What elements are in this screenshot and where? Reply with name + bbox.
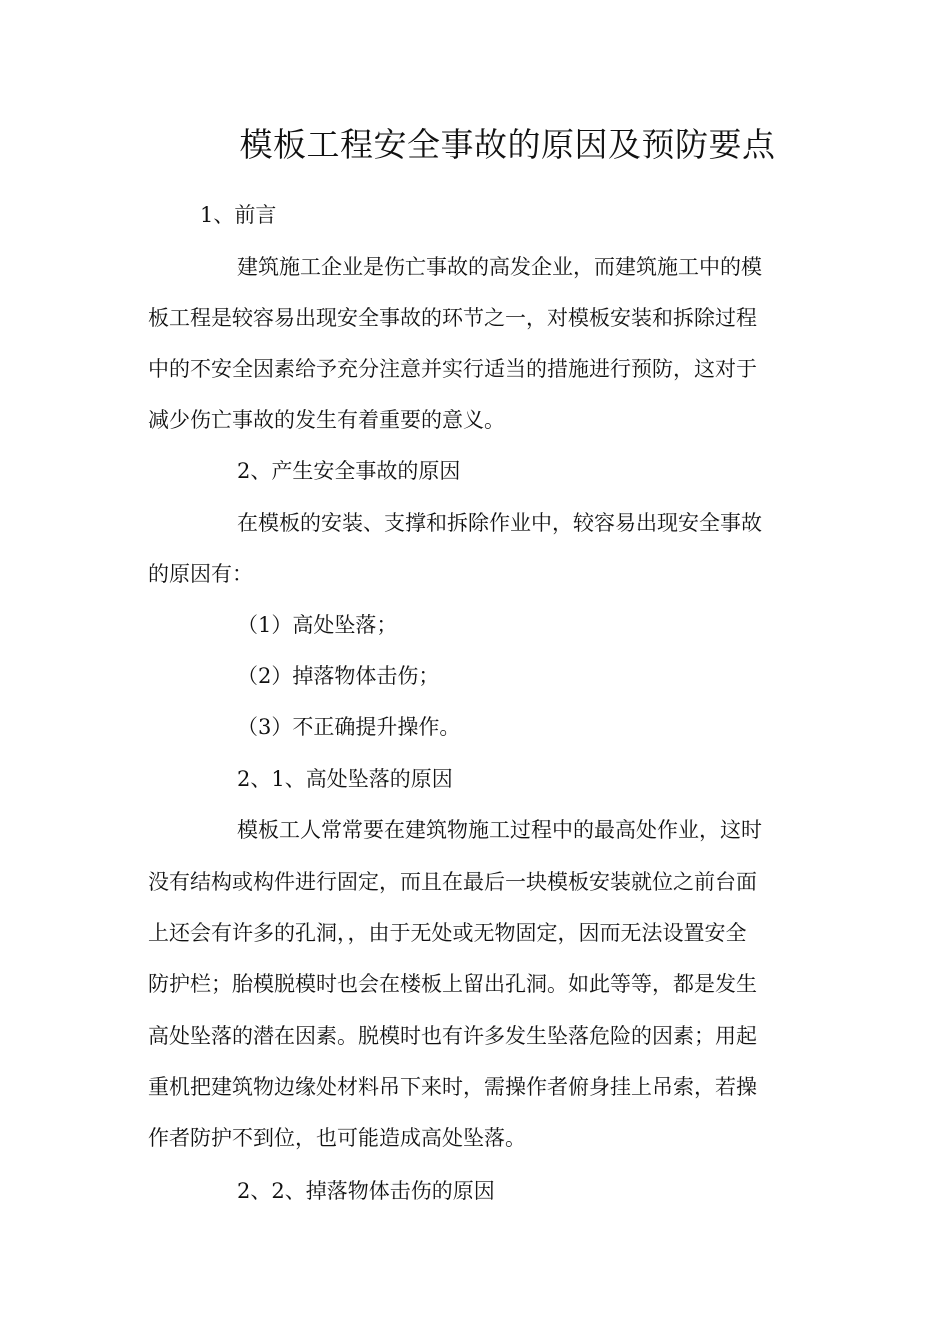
paragraph-line: 的原因有： bbox=[148, 562, 253, 586]
paragraph-line: 减少伤亡事故的发生有着重要的意义。 bbox=[148, 408, 505, 432]
section-heading-falling-objects: 2、2、掉落物体击伤的原因 bbox=[237, 1179, 495, 1203]
paragraph-line: 没有结构或构件进行固定，而且在最后一块模板安装就位之前台面 bbox=[148, 870, 757, 894]
paragraph-line: 建筑施工企业是伤亡事故的高发企业，而建筑施工中的模 bbox=[237, 255, 762, 279]
section-heading-preface: 1、前言 bbox=[200, 203, 277, 227]
paragraph-line: 中的不安全因素给予充分注意并实行适当的措施进行预防，这对于 bbox=[148, 357, 757, 381]
paragraph-line: 上还会有许多的孔洞，，由于无处或无物固定，因而无法设置安全 bbox=[148, 921, 747, 945]
paragraph-line: 模板工人常常要在建筑物施工过程中的最高处作业，这时 bbox=[237, 818, 762, 842]
paragraph-line: 作者防护不到位，也可能造成高处坠落。 bbox=[148, 1126, 526, 1150]
section-heading-fall: 2、1、高处坠落的原因 bbox=[237, 767, 453, 791]
paragraph-line: 防护栏；胎模脱模时也会在楼板上留出孔洞。如此等等，都是发生 bbox=[148, 972, 757, 996]
list-item: （3）不正确提升操作。 bbox=[237, 715, 461, 739]
paragraph-line: 高处坠落的潜在因素。脱模时也有许多发生坠落危险的因素；用起 bbox=[148, 1024, 757, 1048]
paragraph-line: 重机把建筑物边缘处材料吊下来时，需操作者俯身挂上吊索，若操 bbox=[148, 1075, 757, 1099]
list-item: （2）掉落物体击伤； bbox=[237, 664, 440, 688]
list-item: （1）高处坠落； bbox=[237, 613, 398, 637]
paragraph-line: 在模板的安装、支撑和拆除作业中，较容易出现安全事故 bbox=[237, 511, 762, 535]
document-title: 模板工程安全事故的原因及预防要点 bbox=[239, 125, 776, 164]
section-heading-causes: 2、产生安全事故的原因 bbox=[237, 459, 461, 483]
paragraph-line: 板工程是较容易出现安全事故的环节之一，对模板安装和拆除过程 bbox=[148, 306, 757, 330]
